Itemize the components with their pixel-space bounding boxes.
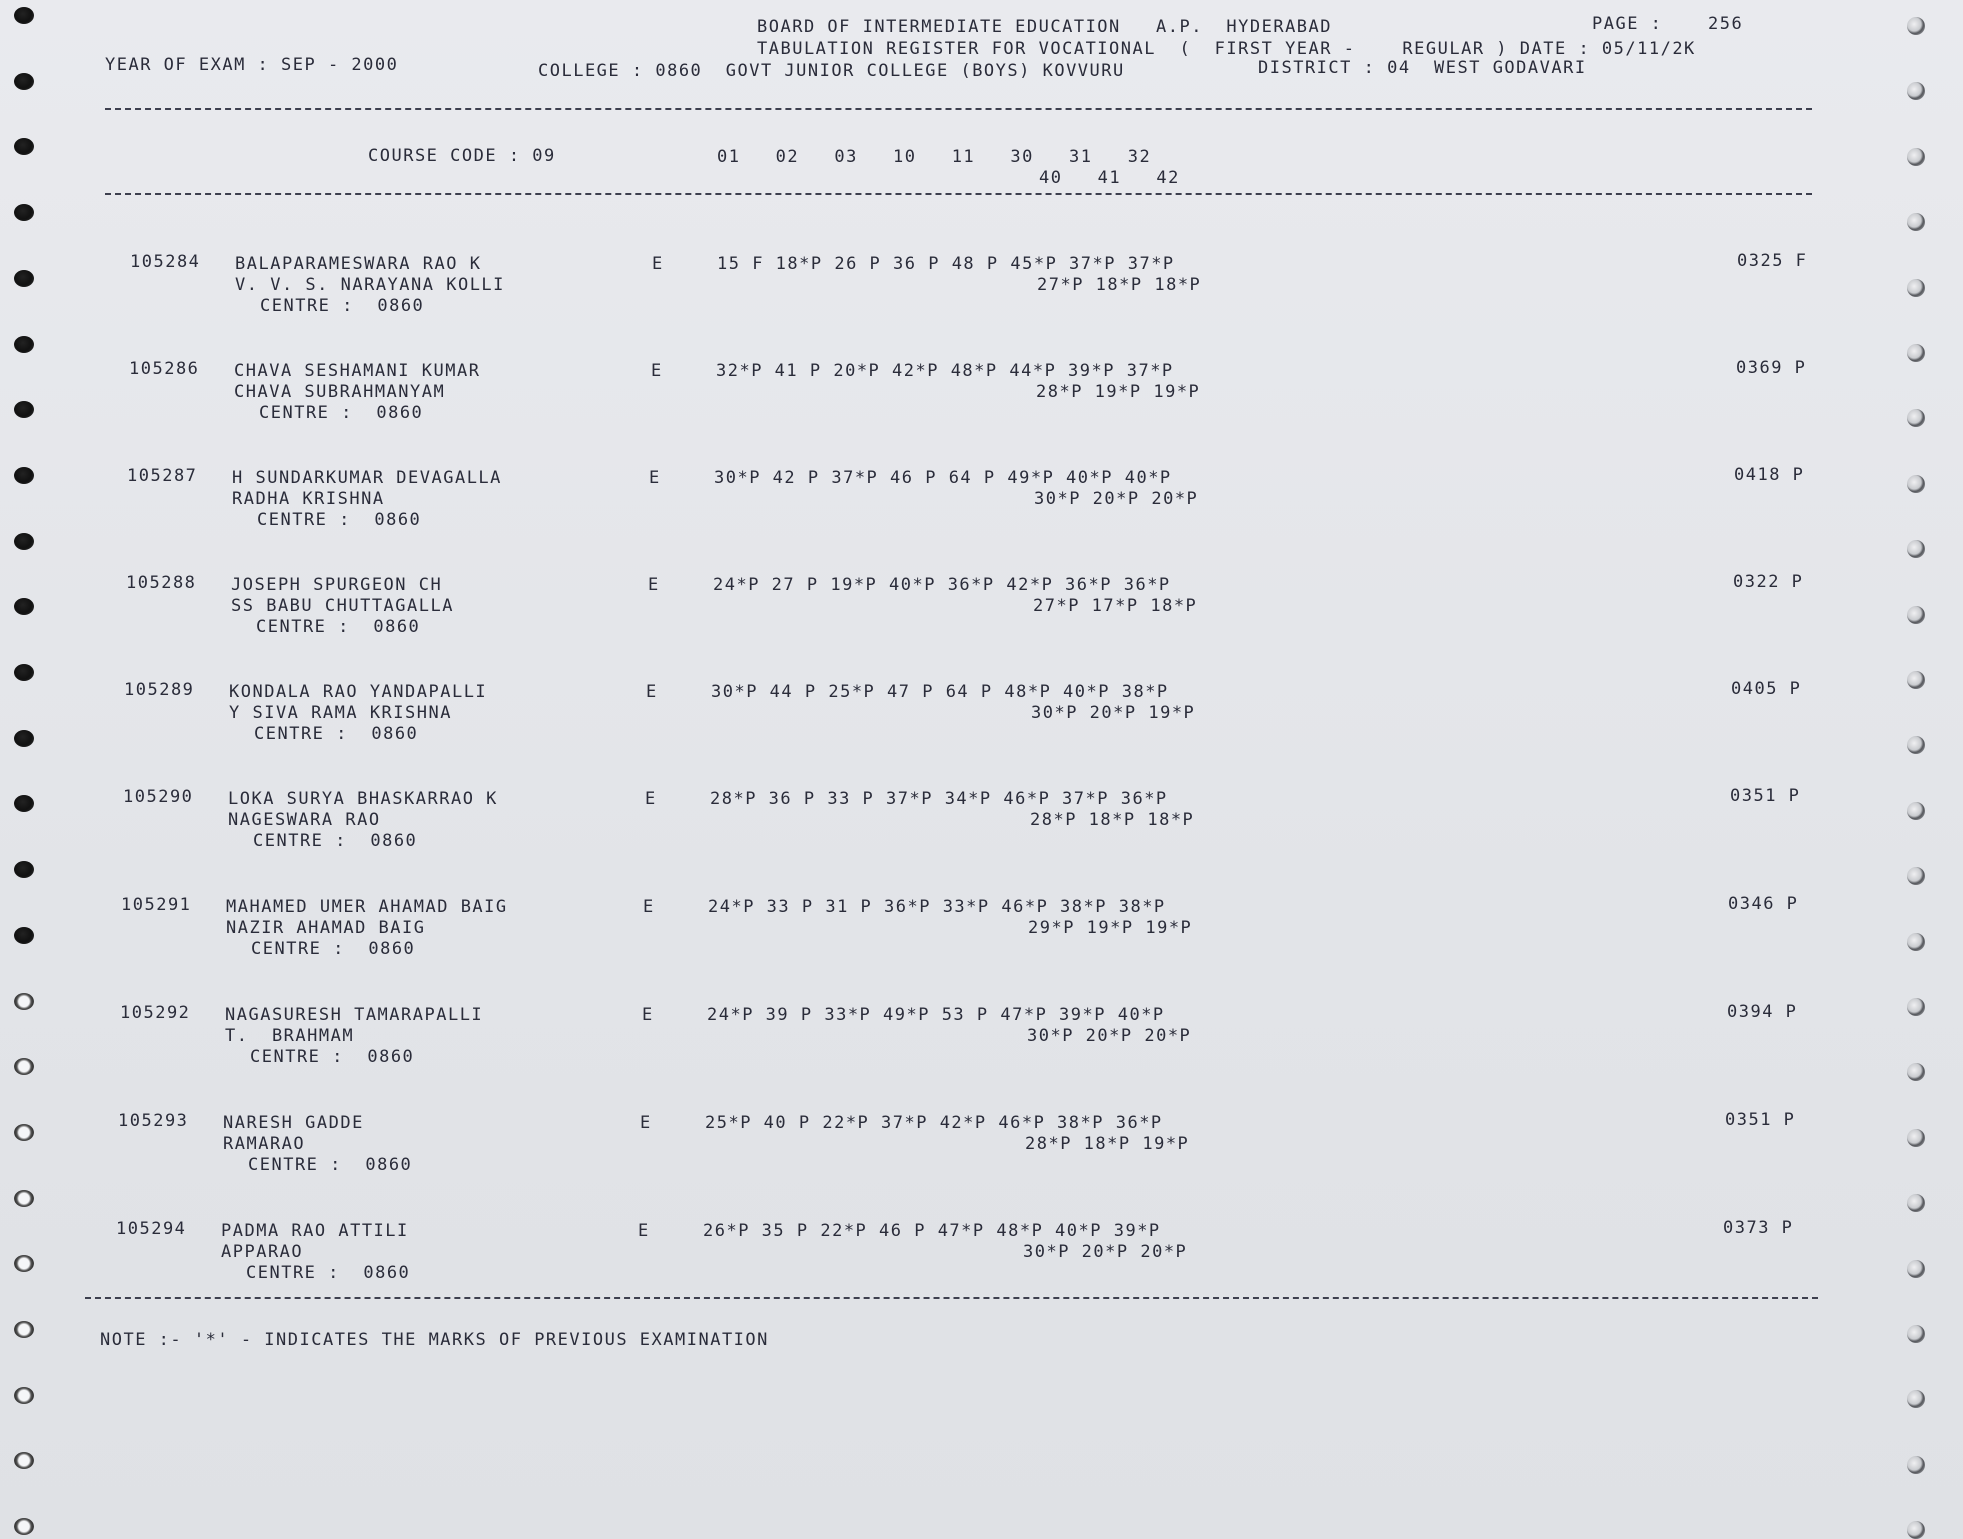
page-number: 256 <box>1708 14 1744 34</box>
student-name: BALAPARAMESWARA RAO K <box>235 254 482 274</box>
student-row <box>0 359 1963 459</box>
marks-primary: 28*P 36 P 33 P 37*P 34*P 46*P 37*P 36*P <box>710 789 1168 809</box>
medium: E <box>643 897 655 917</box>
medium: E <box>640 1113 652 1133</box>
student-row <box>0 895 1963 995</box>
marks-secondary: 27*P 18*P 18*P <box>1037 275 1202 295</box>
total-result: 0394 P <box>1727 1002 1798 1022</box>
student-row <box>0 1111 1963 1211</box>
left-feed-hole <box>14 730 34 747</box>
marks-primary: 25*P 40 P 22*P 37*P 42*P 46*P 38*P 36*P <box>705 1113 1163 1133</box>
centre-code: CENTRE : 0860 <box>248 1155 413 1175</box>
total-result: 0322 P <box>1733 572 1804 592</box>
total-result: 0418 P <box>1734 465 1805 485</box>
divider-header <box>105 193 1812 195</box>
right-feed-hole <box>1907 82 1925 100</box>
roll-number: 105291 <box>121 895 192 915</box>
total-result: 0405 P <box>1731 679 1802 699</box>
marks-secondary: 30*P 20*P 20*P <box>1023 1242 1188 1262</box>
centre-code: CENTRE : 0860 <box>246 1263 411 1283</box>
father-name: V. V. S. NARAYANA KOLLI <box>235 275 505 295</box>
marks-primary: 30*P 44 P 25*P 47 P 64 P 48*P 40*P 38*P <box>711 682 1169 702</box>
divider-bottom <box>85 1297 1818 1299</box>
page-label: PAGE : <box>1592 14 1663 34</box>
divider-top <box>105 108 1812 110</box>
right-feed-hole <box>1907 998 1925 1016</box>
roll-number: 105287 <box>127 466 198 486</box>
left-feed-hole <box>14 73 34 90</box>
marks-primary: 24*P 39 P 33*P 49*P 53 P 47*P 39*P 40*P <box>707 1005 1165 1025</box>
roll-number: 105294 <box>116 1219 187 1239</box>
medium: E <box>638 1221 650 1241</box>
left-feed-hole <box>14 664 34 681</box>
right-feed-hole <box>1907 148 1925 166</box>
left-feed-hole <box>14 7 34 24</box>
marks-secondary: 30*P 20*P 19*P <box>1031 703 1196 723</box>
left-feed-hole <box>14 533 34 550</box>
marks-primary: 32*P 41 P 20*P 42*P 48*P 44*P 39*P 37*P <box>716 361 1174 381</box>
student-name: CHAVA SESHAMANI KUMAR <box>234 361 481 381</box>
student-row <box>0 680 1963 780</box>
marks-primary: 26*P 35 P 22*P 46 P 47*P 48*P 40*P 39*P <box>703 1221 1161 1241</box>
student-row <box>0 573 1963 673</box>
father-name: SS BABU CHUTTAGALLA <box>231 596 454 616</box>
medium: E <box>646 682 658 702</box>
left-feed-hole <box>14 993 34 1010</box>
note-text: NOTE :- '*' - INDICATES THE MARKS OF PREVIOUS EXAMINATION <box>100 1330 769 1350</box>
board-title: BOARD OF INTERMEDIATE EDUCATION A.P. HYDERABAD <box>757 17 1333 37</box>
student-row <box>0 787 1963 887</box>
left-feed-hole <box>14 861 34 878</box>
left-feed-hole <box>14 1518 34 1535</box>
left-feed-hole <box>14 1321 34 1338</box>
student-row <box>0 466 1963 566</box>
left-feed-hole <box>14 927 34 944</box>
left-feed-hole <box>14 467 34 484</box>
left-feed-hole <box>14 270 34 287</box>
marks-primary: 15 F 18*P 26 P 36 P 48 P 45*P 37*P 37*P <box>717 254 1175 274</box>
marks-secondary: 30*P 20*P 20*P <box>1027 1026 1192 1046</box>
father-name: CHAVA SUBRAHMANYAM <box>234 382 446 402</box>
father-name: NAZIR AHAMAD BAIG <box>226 918 426 938</box>
total-result: 0369 P <box>1736 358 1807 378</box>
marks-primary: 24*P 33 P 31 P 36*P 33*P 46*P 38*P 38*P <box>708 897 1166 917</box>
right-feed-hole <box>1907 17 1925 35</box>
medium: E <box>652 254 664 274</box>
medium: E <box>648 575 660 595</box>
centre-code: CENTRE : 0860 <box>254 724 419 744</box>
centre-code: CENTRE : 0860 <box>256 617 421 637</box>
district-info: DISTRICT : 04 WEST GODAVARI <box>1258 58 1587 78</box>
marks-secondary: 29*P 19*P 19*P <box>1028 918 1193 938</box>
student-name: NARESH GADDE <box>223 1113 364 1133</box>
year-of-exam: YEAR OF EXAM : SEP - 2000 <box>105 55 399 75</box>
left-feed-hole <box>14 1124 34 1141</box>
right-feed-hole <box>1907 279 1925 297</box>
centre-code: CENTRE : 0860 <box>251 939 416 959</box>
student-name: PADMA RAO ATTILI <box>221 1221 409 1241</box>
left-feed-hole <box>14 204 34 221</box>
right-feed-hole <box>1907 1456 1925 1474</box>
medium: E <box>642 1005 654 1025</box>
student-name: MAHAMED UMER AHAMAD BAIG <box>226 897 508 917</box>
roll-number: 105292 <box>120 1003 191 1023</box>
column-codes-row2: 40 41 42 <box>1039 168 1180 188</box>
student-name: NAGASURESH TAMARAPALLI <box>225 1005 484 1025</box>
student-name: JOSEPH SPURGEON CH <box>231 575 443 595</box>
right-feed-hole <box>1907 933 1925 951</box>
left-feed-hole <box>14 1190 34 1207</box>
marks-primary: 24*P 27 P 19*P 40*P 36*P 42*P 36*P 36*P <box>713 575 1171 595</box>
right-feed-hole <box>1907 802 1925 820</box>
centre-code: CENTRE : 0860 <box>250 1047 415 1067</box>
father-name: T. BRAHMAM <box>225 1026 355 1046</box>
marks-secondary: 28*P 19*P 19*P <box>1036 382 1201 402</box>
father-name: Y SIVA RAMA KRISHNA <box>229 703 452 723</box>
centre-code: CENTRE : 0860 <box>260 296 425 316</box>
marks-secondary: 27*P 17*P 18*P <box>1033 596 1198 616</box>
student-name: H SUNDARKUMAR DEVAGALLA <box>232 468 502 488</box>
roll-number: 105290 <box>123 787 194 807</box>
total-result: 0351 P <box>1725 1110 1796 1130</box>
total-result: 0325 F <box>1737 251 1808 271</box>
right-feed-hole <box>1907 475 1925 493</box>
total-result: 0346 P <box>1728 894 1799 914</box>
roll-number: 105284 <box>130 252 201 272</box>
father-name: NAGESWARA RAO <box>228 810 381 830</box>
left-feed-hole <box>14 336 34 353</box>
left-feed-hole <box>14 138 34 155</box>
right-feed-hole <box>1907 1390 1925 1408</box>
student-name: KONDALA RAO YANDAPALLI <box>229 682 488 702</box>
student-name: LOKA SURYA BHASKARRAO K <box>228 789 498 809</box>
father-name: RAMARAO <box>223 1134 306 1154</box>
right-feed-hole <box>1907 1521 1925 1539</box>
right-feed-hole <box>1907 213 1925 231</box>
course-code: COURSE CODE : 09 <box>368 146 556 166</box>
marks-secondary: 30*P 20*P 20*P <box>1034 489 1199 509</box>
medium: E <box>651 361 663 381</box>
right-feed-hole <box>1907 1325 1925 1343</box>
right-feed-hole <box>1907 1260 1925 1278</box>
father-name: APPARAO <box>221 1242 304 1262</box>
total-result: 0373 P <box>1723 1218 1794 1238</box>
college-info: COLLEGE : 0860 GOVT JUNIOR COLLEGE (BOYS) KOVVURU <box>538 61 1125 81</box>
total-result: 0351 P <box>1730 786 1801 806</box>
roll-number: 105286 <box>129 359 200 379</box>
right-feed-hole <box>1907 606 1925 624</box>
left-feed-hole <box>14 1387 34 1404</box>
student-row <box>0 252 1963 352</box>
right-feed-hole <box>1907 344 1925 362</box>
centre-code: CENTRE : 0860 <box>253 831 418 851</box>
right-feed-hole <box>1907 671 1925 689</box>
father-name: RADHA KRISHNA <box>232 489 385 509</box>
marks-secondary: 28*P 18*P 19*P <box>1025 1134 1190 1154</box>
roll-number: 105288 <box>126 573 197 593</box>
student-row <box>0 1003 1963 1103</box>
left-feed-hole <box>14 1452 34 1469</box>
roll-number: 105293 <box>118 1111 189 1131</box>
marks-primary: 30*P 42 P 37*P 46 P 64 P 49*P 40*P 40*P <box>714 468 1172 488</box>
right-feed-hole <box>1907 1129 1925 1147</box>
centre-code: CENTRE : 0860 <box>259 403 424 423</box>
medium: E <box>649 468 661 488</box>
student-row <box>0 1219 1963 1319</box>
column-codes-row1: 01 02 03 10 11 30 31 32 <box>717 147 1152 167</box>
roll-number: 105289 <box>124 680 195 700</box>
marks-secondary: 28*P 18*P 18*P <box>1030 810 1195 830</box>
medium: E <box>645 789 657 809</box>
register-title: TABULATION REGISTER FOR VOCATIONAL ( FIRST YEAR - REGULAR ) DATE : 05/11/2K <box>757 39 1696 59</box>
centre-code: CENTRE : 0860 <box>257 510 422 530</box>
